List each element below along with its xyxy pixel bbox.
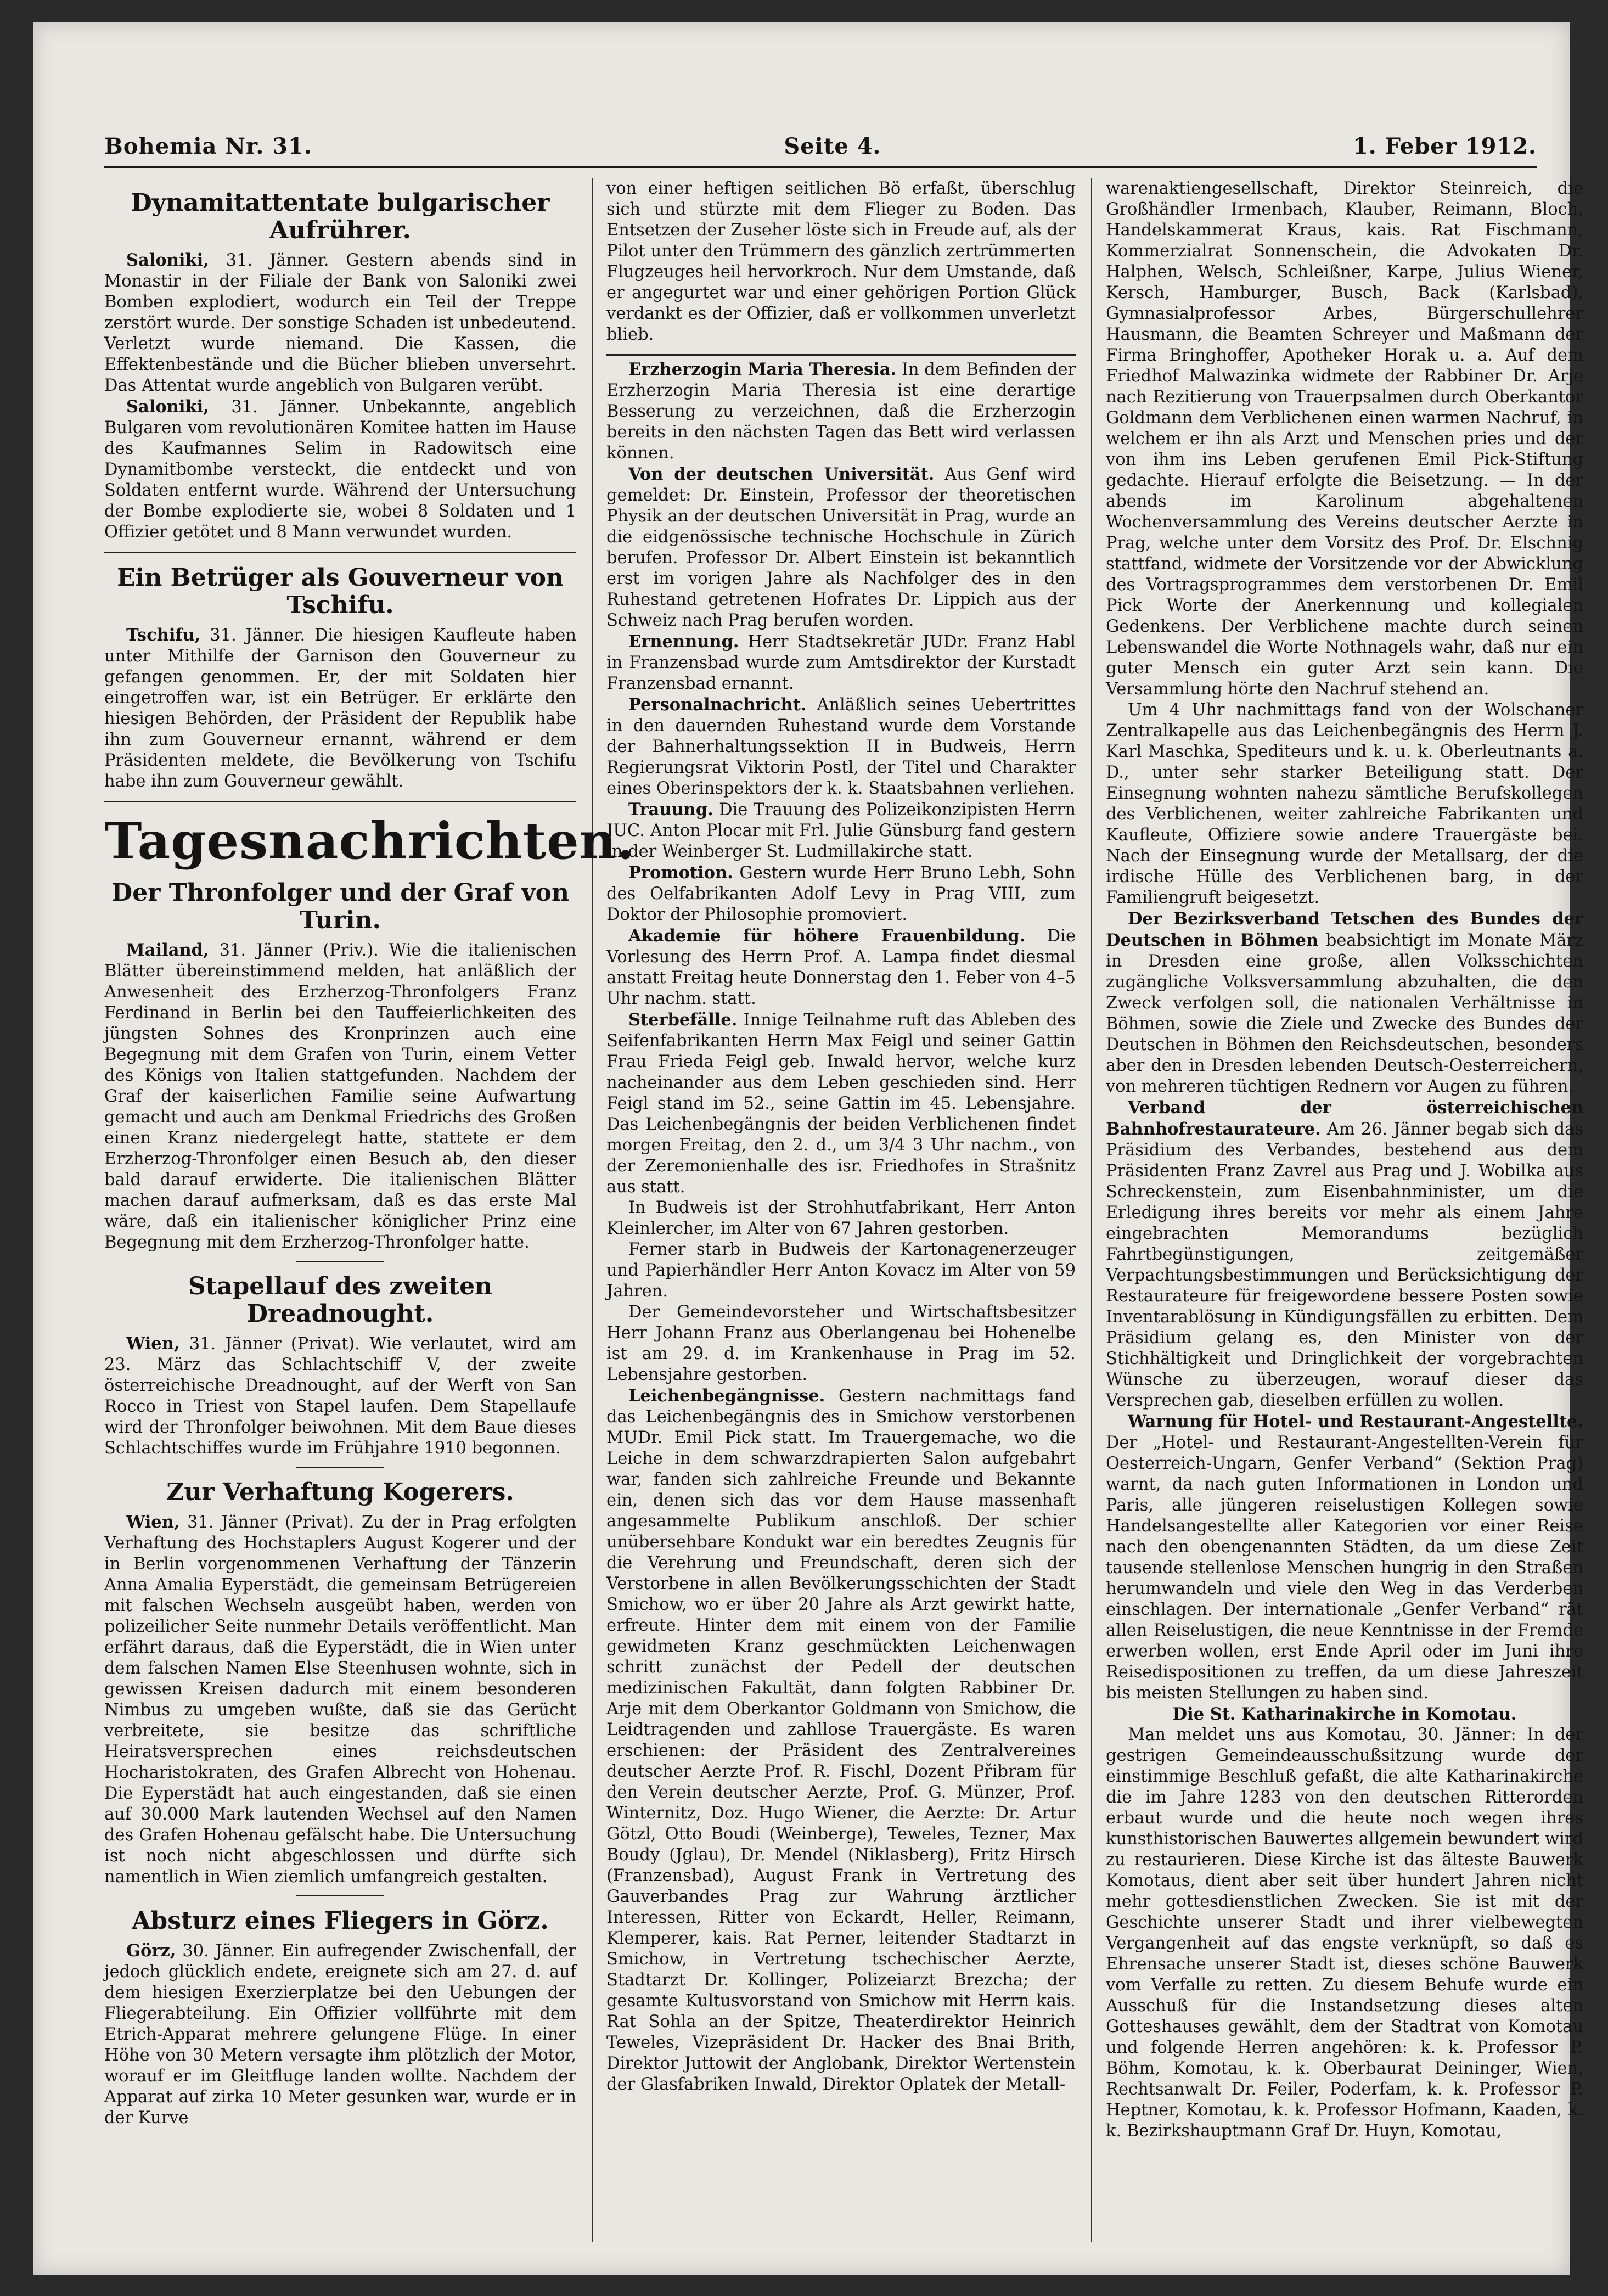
- news-item: [1106, 178, 1583, 700]
- news-item: [1106, 908, 1583, 1097]
- article-dateline: Tschifu,: [126, 625, 201, 645]
- masthead-page-number: Seite 4.: [784, 133, 881, 159]
- article-divider: [104, 801, 576, 802]
- article-body: [104, 625, 576, 792]
- news-item-title: Sterbefälle.: [628, 1010, 738, 1030]
- article-dateline: Wien,: [126, 1512, 180, 1532]
- article-headline: Absturz eines Fliegers in Görz.: [132, 1907, 549, 1935]
- article-text: 31. Jänner. Gestern abends sind in Monastir in der Filiale der Bank von Saloniki zwei Bomben explodiert, wodurch ein Teil der Treppe zerstört wurde. Der sonstige Schaden ist unbedeutend. Verletzt wurde niemand. Die Kassen, die Effektenbestände und die Bücher blieben unversehrt. Das Attentat wurde angeblich von Bulgaren verübt.: [104, 251, 576, 395]
- news-item: [606, 359, 1076, 464]
- news-item: [606, 694, 1076, 799]
- article-body: [104, 250, 576, 396]
- article-divider: [104, 552, 576, 553]
- news-item-headline: Die St. Katharinakirche in Komotau.: [1172, 1704, 1517, 1724]
- article-text: von einer heftigen seitlichen Bö erfaßt, überschlug sich und stürzte mit dem Flieger zu Boden. Das Entsetzen der Zuseher löste sich in Freude auf, als der Pilot unter den Trümmern des gänzlich zertrümmerten Flugzeuges heil hervorkroch. Nur dem Umstande, daß er angegurtet war und einer gehörigen Portion Glück verdankt es der Offizier, daß er vollkommen unverletzt blieb.: [606, 179, 1076, 344]
- news-item-title: Leichenbegängnisse.: [628, 1386, 825, 1406]
- article-divider: [296, 1261, 384, 1262]
- newspaper-page: [33, 22, 1583, 2275]
- article-text: 30. Jänner. Ein aufregender Zwischenfall, der jedoch glücklich endete, ereignete sich am 27. d. auf dem hiesigen Exerzierplatze bei den Uebungen der Fliegerabteilung. Ein Offizier vollführte mit dem Etrich-Apparat mehrere gelungene Flüge. In einer Höhe von 30 Metern versagte ihm plötzlich der Motor, worauf er im Gleitfluge landen wollte. Nachdem der Apparat auf zirka 10 Meter gesunken war, wurde er in der Kurve: [104, 1941, 576, 2127]
- section-title: Tagesnachrichten.: [104, 811, 635, 871]
- news-item-text: Der „Hotel- und Restaurant-Angestellten-Verein für Oesterreich-Ungarn, Genfer Verband“ (Sektion Prag) warnt, da nach guten Informationen in London und Paris, alle jüngeren reiselustigen Kollegen sowie Handelsangestellte aller Kategorien vor einer Reise nach den obengenannten Städten, da um diese Zeit tausende stellenlose Menschen hungrig in den Straßen herumwandeln und viele den Weg in das Verderben einschlagen. Der internationale „Genfer Verband“ rät allen Reiselustigen, die neue Kenntnisse in der Fremde erwerben wollen, erst Ende April oder im Juni ihre Reisedispositionen zu treffen, da um diese Jahreszeit bis meisten Stellungen zu haben sind.: [1106, 1433, 1583, 1703]
- news-item-text: Um 4 Uhr nachmittags fand von der Wolschaner Zentralkapelle aus das Leichenbegängnis des Herrn J. Karl Maschka, Spediteurs und k. u. k. Oberleutnants a. D., unter sehr starker Beteiligung statt. Der Einsegnung wohnten nahezu sämtliche Berufskollegen des Verblichenen, weiter zahlreiche Fabrikanten und Kaufleute, Offiziere sowie andere Trauergäste bei. Nach der Einsegnung wurde der Metallsarg, der die irdische Hülle des Verblichenen barg, in der Familiengruft beigesetzt.: [1106, 700, 1583, 907]
- article-headline: Stapellauf des zweiten Dreadnought.: [188, 1272, 493, 1328]
- column-3: [1106, 178, 1583, 2242]
- news-item: [606, 925, 1076, 1009]
- masthead-rule: [104, 166, 1537, 171]
- news-item-title: Akademie für höhere Frauenbildung.: [628, 926, 1026, 946]
- article-body: [104, 396, 576, 543]
- article-dateline: Saloniki,: [126, 250, 209, 270]
- news-item-text: Die Trauung des Polizeikonzipisten Herrn JUC. Anton Plocar mit Frl. Julie Günsburg fand gestern in der Weinberger St. Ludmillakirche statt.: [606, 800, 1076, 861]
- article-headline: Dynamitattentate bulgarischer Aufrührer.: [131, 189, 550, 244]
- masthead-date: 1. Feber 1912.: [1352, 133, 1537, 159]
- article-text: 31. Jänner (Privat). Wie verlautet, wird am 23. März das Schlachtschiff V, der zweite österreichische Dreadnought, auf der Werft von San Rocco in Triest von Stapel laufen. Dem Stapellaufe wird der Thronfolger beiwohnen. Mit dem Baue dieses Schlachtschiffes wurde im Frühjahre 1910 begonnen.: [104, 1334, 576, 1458]
- article-text: 31. Jänner (Privat). Zu der in Prag erfolgten Verhaftung des Hochstaplers August Kogerer und der in Berlin vorgenommenen Verhaftung der Tänzerin Anna Amalia Eyperstädt, die gemeinsam Betrügereien mit falschen Wechseln ausgeübt haben, werden von polizeilicher Seite nunmehr Details veröffentlicht. Man erfährt daraus, daß die Eyperstädt, die in Wien unter dem falschen Namen Else Steenhusen wohnte, sich in gewissen Kreisen dadurch mit einem besonderen Nimbus zu umgeben wußte, daß sie das Gerücht verbreitete, sie besitze das schriftliche Heiratsversprechen eines reichsdeutschen Hocharistokraten, des Grafen Albrecht von Hohenau. Die Eyperstädt hat auch eingestanden, daß sie einen auf 30.000 Mark lautenden Wechsel auf den Namen des Grafen Hohenau gefälscht habe. Die Untersuchung ist noch nicht abgeschlossen und dürfte sich namentlich in Wien ziemlich umfangreich gestalten.: [104, 1513, 576, 1887]
- news-item: [606, 631, 1076, 694]
- news-item-title: Warnung für Hotel- und Restaurant-Angestellte.: [1128, 1412, 1583, 1432]
- news-item-title: Promotion.: [628, 863, 733, 883]
- article-text: 31. Jänner (Priv.). Wie die italienischen Blätter übereinstimmend melden, hat anläßlich der Anwesenheit des Erzherzog-Thronfolgers Franz Ferdinand in Berlin bei den Tauffeierlichkeiten des jüngsten Sohnes des Kronprinzen auch eine Begegnung mit dem Grafen von Turin, einem Vetter des Königs von Italien stattgefunden. Nachdem der Graf der kaiserlichen Familie seine Aufwartung gemacht und auch am Denkmal Friedrichs des Großen einen Kranz niedergelegt hatte, stattete er dem Erzherzog-Thronfolger einen Besuch ab, den dieser bald darauf erwiderte. Die italienischen Blätter machen darauf aufmerksam, daß es das erste Mal wäre, daß ein italienischer königlicher Prinz eine Begegnung mit dem Erzherzog-Thronfolger hatte.: [104, 941, 576, 1252]
- article-dateline: Saloniki,: [126, 397, 209, 417]
- column-1: [104, 178, 635, 2242]
- news-item-title: Von der deutschen Universität.: [628, 464, 935, 484]
- news-item-text: Der Gemeindevorsteher und Wirtschaftsbesitzer Herr Johann Franz aus Oberlangenau bei Hohenelbe ist am 29. d. im Krankenhause in Prag im 52. Lebensjahre gestorben.: [606, 1303, 1076, 1384]
- news-item: [1106, 1411, 1583, 1704]
- news-item: [1106, 1097, 1583, 1411]
- article-body: [606, 178, 1076, 345]
- masthead: [104, 115, 1537, 159]
- news-item-title: Trauung.: [628, 800, 713, 819]
- article-headline: Zur Verhaftung Kogerers.: [166, 1478, 514, 1506]
- article-divider: [296, 1895, 384, 1896]
- news-item: [1106, 700, 1583, 908]
- article-body: [104, 1512, 576, 1888]
- news-item-title: Der Bezirksverband Tetschen des Bundes der Deutschen in Böhmen: [1106, 909, 1583, 950]
- article-dateline: Wien,: [126, 1334, 180, 1354]
- news-item-text: Innige Teilnahme ruft das Ableben des Seifenfabrikanten Herrn Max Feigl und seiner Gattin Frau Frieda Feigl geb. Inwald hervor, welche kurz nacheinander aus dem Leben geschieden sind. Herr Feigl stand im 52., seine Gattin im 45. Lebensjahre. Das Leichenbegängnis der beiden Verblichenen findet morgen Freitag, den 2. d., um 3/4 3 Uhr nachm., von der Zeremonienhalle des isr. Friedhofes in Strašnitz aus statt.: [606, 1011, 1076, 1197]
- article-body: [104, 1333, 576, 1459]
- news-item-text: Ferner starb in Budweis der Kartonagenerzeuger und Papierhändler Herr Anton Kovacz im Alter von 59 Jahren.: [606, 1240, 1076, 1301]
- column-2: [606, 178, 1076, 2242]
- news-item: [606, 1239, 1076, 1302]
- column-rule: [1091, 178, 1092, 2242]
- news-item: [606, 1009, 1076, 1198]
- news-item-title: Ernennung.: [628, 632, 739, 652]
- news-item-title: Erzherzogin Maria Theresia.: [628, 360, 897, 379]
- news-item-text: Am 26. Jänner begab sich das Präsidium des Verbandes, bestehend aus dem Präsidenten Franz Zavrel aus Prag und J. Wobilka aus Schreckenstein, zum Eisenbahnminister, um die Erledigung ihres bereits vor mehr als einem Jahre eingebrachten Memorandums bezüglich Fahrtbegünstigungen, zeitgemäßer Verpachtungsbestimmungen und Berücksichtigung der Restaurateure für freigewordene bessere Posten sowie Inventarablösung in Kündigungsfällen zu erbitten. Dem Präsidium gelang es, den Minister von der Stichhältigkeit und Dringlichkeit der vorgebrachten Wünsche zu überzeugen, worauf dieser das Versprechen gab, dieselben erfüllen zu wollen.: [1106, 1120, 1583, 1410]
- news-item-text: In Budweis ist der Strohhutfabrikant, Herr Anton Kleinlercher, im Alter von 67 Jahren gestorben.: [606, 1198, 1076, 1238]
- news-item-text: In dem Befinden der Erzherzogin Maria Theresia ist eine derartige Besserung zu verzeichnen, daß die Erzherzogin bereits in den nächsten Tagen das Bett wird verlassen können.: [606, 360, 1076, 463]
- news-item-text: Gestern nachmittags fand das Leichenbegängnis des in Smichow verstorbenen MUDr. Emil Pick statt. Im Trauergemache, wo die Leiche in dem schwarzdrapierten Salon aufgebahrt war, fanden sich zahlreiche Freunde und Bekannte ein, denen sich das vor dem Hause massenhaft angesammelte Publikum anschloß. Der schier unübersehbare Kondukt war ein beredtes Zeugnis für die Verehrung und Freundschaft, deren sich der Verstorbene in allen Bevölkerungsschichten der Stadt Smichow, wo er über 20 Jahre als Arzt gewirkt hatte, erfreute. Hinter dem mit einem von der Familie gewidmeten Kranz geschmückten Leichenwagen schritt zunächst der Pedell der deutschen medizinischen Fakultät, dann folgten Rabbiner Dr. Arje mit dem Oberkantor Goldmann von Smichow, die Leidtragenden und zahllose Trauergäste. Es waren erschienen: der Präsident des Zentralvereines deutscher Aerzte Prof. R. Fischl, Dozent Přibram für den Verein deutscher Aerzte, Prof. G. Münzer, Prof. Winternitz, Doz. Hugo Wiener, die Aerzte: Dr. Artur Götzl, Otto Boudi (Weinberge), Teweles, Tezner, Max Boudy (Jglau), Dr. Mendel (Niklasberg), Fritz Hirsch (Franzensbad), August Frank in Vertretung des Gauverbandes Prag zur Wahrung ärztlicher Interessen, Ritter von Eckardt, Heller, Reimann, Klemperer, kais. Rat Perner, leitender Stadtarzt in Smichow, in Vertretung tschechischer Aerzte, Stadtarzt Dr. Kollinger, Polizeiarzt Brezcha; der gesamte Kultusvorstand von Smichow mit Herrn kais. Rat Sohla an der Spitze, Theaterdirektor Heinrich Teweles, Vizepräsident Dr. Hacker des Bnai Brith, Direktor Juttowit der Anglobank, Direktor Wertenstein der Glasfabriken Inwald, Direktor Oplatek der Metall-: [606, 1386, 1076, 2094]
- news-item: [606, 464, 1076, 631]
- news-item-text: warenaktiengesellschaft, Direktor Steinreich, die Großhändler Irmenbach, Klauber, Reimann, Bloch, Handelskammerat Kraus, kais. Rat Fischmann, Kommerzialrat Sonnenschein, die Advokaten Dr. Halphen, Welsch, Schleißner, Karpe, Julius Wiener, Kersch, Hamburger, Busch, Back (Karlsbad), Gymnasialprofessor Arbes, Bürgerschullehrer Hausmann, die Beamten Schreyer und Maßmann der Firma Bringhoffer, Apotheker Horak u. a. Auf dem Friedhof Malwazinka widmete der Rabbiner Dr. Arje nach Rezitierung von Trauerpsalmen durch Oberkantor Goldmann dem Verblichenen einen warmen Nachruf, in welchem er ihn als Arzt und Menschen pries und der von ihm ins Leben gerufenen Emil Pick-Stiftung gedachte. Hierauf erfolgte die Beisetzung. — In der abends im Karolinum abgehaltenen Wochenversammlung des Vereins deutscher Aerzte in Prag, welche unter dem Vorsitz des Prof. Dr. Elschnig stattfand, widmete der Vorsitzende vor der Abwicklung des Vortragsprogrammes dem verstorbenen Dr. Emil Pick Worte der Anerkennung und kollegialen Gedenkens. Der Verblichene machte durch seinen Lebenswandel die Worte Nothnagels wahr, daß nur ein guter Mensch ein guter Arzt sein kann. Die Versammlung hörte den Nachruf stehend an.: [1106, 179, 1583, 699]
- news-item: [606, 862, 1076, 925]
- article-text: 31. Jänner. Unbekannte, angeblich Bulgaren vom revolutionären Komitee hatten im Hause des Kaufmannes Selim in Radowitsch eine Dynamitbombe versteckt, die entdeckt und von Soldaten entfernt wurde. Während der Untersuchung der Bombe explodierte sie, wobei 8 Soldaten und 1 Offizier getötet und 8 Mann verwundet wurden.: [104, 397, 577, 542]
- news-item-text: Aus Genf wird gemeldet: Dr. Einstein, Professor der theoretischen Physik an der deutschen Universität in Prag, wurde an die eidgenössische technische Hochschule in Zürich berufen. Professor Dr. Albert Einstein ist bekanntlich erst im vorigen Jahre als Nachfolger des in den Ruhestand getretenen Hofrates Dr. Lippich aus der Schweiz nach Prag berufen worden.: [606, 465, 1076, 630]
- news-item: [606, 1302, 1076, 1385]
- news-item-text: beabsichtigt im Monate März in Dresden eine große, allen Volksschichten zugängliche Volksversammlung abzuhalten, die den Zweck verfolgen soll, die nationalen Verhältnisse in Böhmen, sowie die Ziele und Zwecke des Bundes der Deutschen in Böhmen den Reichsdeutschen, besonders aber den in Dresden lebenden Deutsch-Oesterreichern, von mehreren tüchtigen Rednern vor Augen zu führen.: [1106, 931, 1583, 1096]
- news-item: [606, 1198, 1076, 1239]
- article-dateline: Görz,: [126, 1941, 176, 1961]
- article-headline: Ein Betrüger als Gouverneur von Tschifu.: [117, 564, 564, 619]
- news-item: [606, 1385, 1076, 2095]
- article-body: [104, 1940, 576, 2129]
- article-divider: [606, 354, 1076, 356]
- article-headline: Der Thronfolger und der Graf von Turin.: [111, 879, 569, 934]
- column-rule: [592, 178, 593, 2242]
- news-item-text: Man meldet uns aus Komotau, 30. Jänner: In der gestrigen Gemeindeausschußsitzung wurde der einstimmige Beschluß gefaßt, die alte Katharinakirche die im Jahre 1283 von den deutschen Ritterorden erbaut wurde und die heute noch wegen ihres kunsthistorischen Bauwertes allgemein bewundert wird zu restaurieren. Diese Kirche ist das älteste Bauwerk Komotaus, dient aber seit über hundert Jahren nicht mehr gottesdienstlichen Zwecken. Sie ist mit der Geschichte unserer Stadt und ihrer vielbewegten Vergangenheit auf das engste verknüpft, so daß es Ehrensache unserer Stadt ist, dieses schöne Bauwerk vom Verfalle zu retten. Zu diesem Behufe wurde ein Ausschuß für die Instandsetzung dieses alten Gotteshauses gewählt, dem der Stadtrat von Komotau und folgende Herren angehören: k. k. Professor P. Böhm, Komotau, k. k. Oberbaurat Deininger, Wien, Rechtsanwalt Dr. Feiler, Poderfam, k. k. Professor P. Heptner, Komotau, k. k. Professor Hofmann, Kaaden, k. k. Bezirkshauptmann Graf Dr. Huyn, Komotau,: [1106, 1725, 1583, 2141]
- news-item-text: Anläßlich seines Uebertrittes in den dauernden Ruhestand wurde dem Vorstande der Bahnerhaltungssektion II in Budweis, Herrn Regierungsrat Viktorin Postl, der Titel und Charakter eines Oberinspektors der k. k. Staatsbahnen verliehen.: [606, 695, 1076, 798]
- article-dateline: Mailand,: [126, 940, 209, 960]
- news-item: [606, 799, 1076, 862]
- news-item-title: Personalnachricht.: [628, 695, 807, 715]
- news-item-text: Die Vorlesung des Herrn Prof. A. Lampa findet diesmal anstatt Freitag heute Donnerstag den 1. Feber von 4–5 Uhr nachm. statt.: [606, 927, 1076, 1008]
- news-item-title: Verband der österreichischen Bahnhofrestaurateure.: [1106, 1098, 1583, 1139]
- article-text: 31. Jänner. Die hiesigen Kaufleute haben unter Mithilfe der Garnison den Gouverneur zu gefangen genommen. Er, der mit Soldaten hier eingetroffen war, ist ein Betrüger. Er erklärte den hiesigen Behörden, der Präsident der Republik habe ihn zum Gouverneur ernannt, während er dem Präsidenten meldete, die Bevölkerung von Tschifu habe ihn zum Gouverneur gewählt.: [104, 626, 576, 791]
- news-item: [1106, 1725, 1583, 2142]
- article-divider: [296, 1467, 384, 1468]
- news-item-text: Herr Stadtsekretär JUDr. Franz Habl in Franzensbad wurde zum Amtsdirektor der Kurstadt Franzensbad ernannt.: [606, 632, 1076, 693]
- masthead-issue: Bohemia Nr. 31.: [104, 133, 312, 159]
- news-item-text: Gestern wurde Herr Bruno Lebh, Sohn des Oelfabrikanten Adolf Levy in Prag VIII, zum Doktor der Philosophie promoviert.: [606, 863, 1076, 924]
- article-body: [104, 940, 576, 1253]
